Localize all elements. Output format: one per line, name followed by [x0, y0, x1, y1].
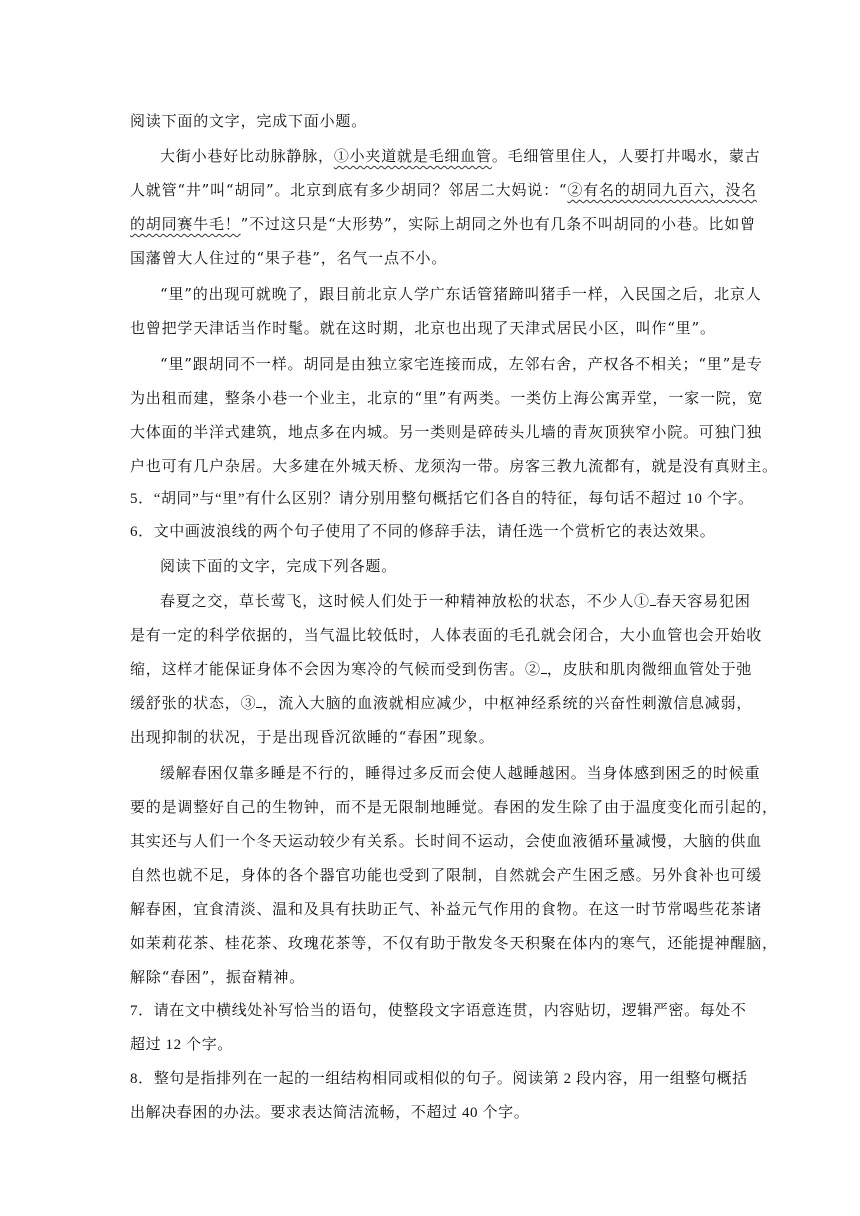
question-7-line1: 7．请在文中横线处补写恰当的语句，使整段文字语意连贯，内容贴切，逻辑严密。每处不 — [130, 1003, 747, 1019]
passage2-p2-line5: 解春困，宜食清淡、温和及具有扶助正气、补益元气作用的食物。在这一时节常喝些花茶诸 — [130, 900, 763, 918]
passage1-p3-line1: “里”跟胡同不一样。胡同是由独立家宅连接而成，左邻右舍，产权各不相关；“里”是专 — [160, 355, 763, 373]
passage2-p2-line4: 自然也就不足，身体的各个器官功能也受到了限制，自然就会产生困乏感。另外食补也可缓 — [130, 866, 763, 884]
passage2-p1-line1: 春夏之交，草长莺飞，这时候人们处于一种精神放松的状态，不少人① 春天容易犯困 — [160, 592, 751, 610]
passage2-p2-line1: 缓解春困仅靠多睡是不行的，睡得过多反而会使人越睡越困。当身体感到困乏的时候重 — [160, 764, 761, 782]
passage2-p2-line6: 如茉莉花茶、桂花茶、玫瑰花茶等，不仅有助于散发冬天积聚在体内的寒气，还能提神醒脑， — [130, 934, 778, 952]
wavy-sentence-2-cont: 的胡同赛牛毛！ — [130, 215, 241, 233]
question-6: 6．文中画波浪线的两个句子使用了不同的修辞手法，请任选一个赏析它的表达效果。 — [130, 524, 716, 540]
passage1-p3-line4: 户也可有几户杂居。大多建在外城天桥、龙须沟一带。房客三教九流都有，就是没有真财主。 — [130, 457, 778, 475]
passage1-p3-line2: 为出租而建，整条小巷一个业主，北京的“里”有两类。一类仿上海公寓弄堂，一家一院，宽 — [130, 389, 764, 407]
passage2-p1-line4: 缓舒张的状态，③ ，流入大脑的血液就相应减少，中枢神经系统的兴奋性刺激信息减弱， — [130, 694, 753, 712]
passage2-p2-line7: 解除“春困”，振奋精神。 — [130, 968, 305, 986]
passage2-p2-line2: 要的是调整好自己的生物钟，而不是无限制地睡觉。春困的发生除了由于温度变化而引起的， — [130, 798, 778, 816]
passage1-p2-line2: 也曾把学天津话当作时髦。就在这时期，北京也出现了天津式居民小区，叫作“里”。 — [130, 319, 716, 337]
passage2-p2-line3: 其实还与人们一个冬天运动较少有关系。长时间不运动，会使血液循环量减慢，大脑的供血 — [130, 832, 763, 850]
question-5: 5．“胡同”与“里”有什么区别？请分别用整句概括它们各自的特征，每句话不超过 10 个字。 — [130, 491, 754, 507]
question-8-line2: 出解决春困的办法。要求表达简洁流畅，不超过 40 个字。 — [130, 1105, 530, 1121]
passage1-p1-line3: 的胡同赛牛毛！”不过这只是“大形势”，实际上胡同之外也有几条不叫胡同的小巷。比如曾 — [130, 215, 756, 233]
passage2-p1-line5: 出现抑制的状况，于是出现昏沉欲睡的“春困”现象。 — [130, 728, 495, 746]
passage1-p3-line3: 大体面的半洋式建筑，地点多在内城。另一类则是碎砖头儿墙的青灰顶狭窄小院。可独门独 — [130, 423, 763, 441]
passage1-p2-line1: “里”的出现可就晚了，跟目前北京人学广东话管猪蹄叫猪手一样，入民国之后，北京人 — [160, 285, 762, 303]
passage1-p1-line1: 大街小巷好比动脉静脉，①小夹道就是毛细血管。毛细管里住人，人要打井喝水，蒙古 — [160, 147, 761, 165]
question-7-line2: 超过 12 个字。 — [130, 1037, 233, 1053]
wavy-sentence-2: ②有名的胡同九百六，没名 — [567, 181, 757, 199]
passage2-intro: 阅读下面的文字，完成下列各题。 — [160, 557, 398, 575]
wavy-sentence-1: ①小夹道就是毛细血管 — [333, 147, 492, 165]
passage1-p1-line2: 人就管“井”叫“胡同”。北京到底有多少胡同？邻居二大妈说：“②有名的胡同九百六，没名 — [130, 181, 757, 199]
passage1-p1-line4: 国藩曾大人住过的“果子巷”，名气一点不小。 — [130, 249, 448, 267]
passage1-intro: 阅读下面的文字，完成下面小题。 — [130, 112, 368, 130]
passage2-p1-line2: 是有一定的科学依据的，当气温比较低时，人体表面的毛孔就会闭合，大小血管也会开始收 — [130, 626, 763, 644]
question-8-line1: 8．整句是指排列在一起的一组结构相同或相似的句子。阅读第 2 段内容，用一组整句概括 — [130, 1071, 748, 1087]
passage2-p1-line3: 缩，这样才能保证身体不会因为寒冷的气候而受到伤害。② ，皮肤和肌肉微细血管处于弛 — [130, 660, 753, 678]
